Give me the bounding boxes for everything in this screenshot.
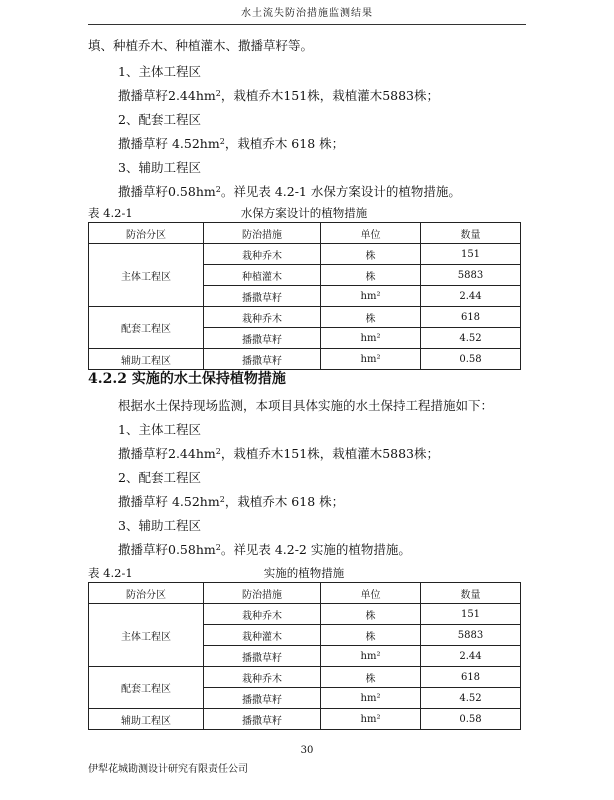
table1-header-qty: 数量 [421,223,521,244]
table-row [89,667,521,688]
impl-area-3-text: 撒播草籽$0.58hm^2$。祥见表 4.2-2 实施的植物措施。 [118,542,411,557]
table-cell: 151 [421,604,521,625]
table-cell: 2.44 [421,646,521,667]
table-cell: 株 [321,244,421,265]
header-title: 水土流失防治措施监测结果 [241,8,373,19]
table-cell: 栽种乔木 [204,667,321,688]
table2-title: 实施的植物措施 [263,566,345,580]
table1-zone-main: 主体工程区 [89,244,204,307]
table1-header-measure: 防治措施 [204,223,321,244]
table2-zone-auxiliary: 辅助工程区 [89,709,204,730]
page-number: 30 [300,745,314,756]
table-cell: 播撒草籽 [204,286,321,307]
table2-header-measure: 防治措施 [204,583,321,604]
table2 [88,582,521,730]
table2-header-qty: 数量 [421,583,521,604]
table1-header-row [89,223,521,244]
table-cell: 栽种灌木 [204,625,321,646]
table2-header-row [89,583,521,604]
impl-area-2-label: 2、配套工程区 [118,470,201,485]
table1-title: 水保方案设计的植物措施 [240,206,368,220]
impl-area-1-label: 1、主体工程区 [118,422,201,437]
table-cell: 播撒草籽 [204,328,321,349]
table-cell: hm² [321,688,421,709]
plan-area-1-text: 撒播草籽$2.44hm^2$，栽植乔木151株，栽植灌木5883株； [118,88,440,103]
table-cell: 151 [421,244,521,265]
table-cell: 618 [421,667,521,688]
table2-zone-main: 主体工程区 [89,604,204,667]
table-cell: hm² [321,349,421,370]
table2-number: 表 4.2-1 [88,566,133,580]
table-row [89,604,521,625]
page-header [88,4,526,25]
table-row [89,307,521,328]
table1-header-unit: 单位 [321,223,421,244]
table1-zone-auxiliary: 辅助工程区 [89,349,204,370]
table-cell: 株 [321,667,421,688]
table-cell: 株 [321,307,421,328]
table-cell: 5883 [421,625,521,646]
table1-header-zone: 防治分区 [89,223,204,244]
plan-area-2-label: 2、配套工程区 [118,112,201,127]
table1 [88,222,521,370]
table-cell: hm² [321,328,421,349]
plan-area-3-text: 撒播草籽$0.58hm^2$。祥见表 4.2-1 水保方案设计的植物措施。 [118,184,461,199]
table-cell: 播撒草籽 [204,709,321,730]
table-row [89,709,521,730]
plan-area-3-label: 3、辅助工程区 [118,160,201,175]
impl-intro: 根据水土保持现场监测，本项目具体实施的水土保持工程措施如下： [118,398,494,413]
table-cell: 4.52 [421,328,521,349]
table-cell: 0.58 [421,349,521,370]
table-cell: 2.44 [421,286,521,307]
table-row [89,244,521,265]
table-cell: 株 [321,604,421,625]
table-cell: hm² [321,286,421,307]
impl-area-1-text: 撒播草籽$2.44hm^2$，栽植乔木151株，栽植灌木5883株； [118,446,440,461]
table-cell: 4.52 [421,688,521,709]
table-cell: 种植灌木 [204,265,321,286]
table-row [89,349,521,370]
table-cell: hm² [321,709,421,730]
section-heading: 4.2.2 实施的水土保持植物措施 [88,371,286,387]
table-cell: 0.58 [421,709,521,730]
plan-area-1-label: 1、主体工程区 [118,64,201,79]
table1-number: 表 4.2-1 [88,206,133,220]
impl-area-2-text: 撒播草籽 $4.52hm^2$，栽植乔木 618 株； [118,494,345,509]
table2-zone-supporting: 配套工程区 [89,667,204,709]
table-cell: 5883 [421,265,521,286]
table-cell: 播撒草籽 [204,646,321,667]
table-cell: hm² [321,646,421,667]
table-cell: 栽种乔木 [204,244,321,265]
plan-area-2-text: 撒播草籽 $4.52hm^2$，栽植乔木 618 株； [118,136,345,151]
table-cell: 栽种乔木 [204,604,321,625]
table-cell: 株 [321,265,421,286]
table2-header-zone: 防治分区 [89,583,204,604]
table-cell: 播撒草籽 [204,688,321,709]
table-cell: 株 [321,625,421,646]
table-cell: 栽种乔木 [204,307,321,328]
table-cell: 618 [421,307,521,328]
table-cell: 播撒草籽 [204,349,321,370]
table1-zone-supporting: 配套工程区 [89,307,204,349]
table2-header-unit: 单位 [321,583,421,604]
impl-area-3-label: 3、辅助工程区 [118,518,201,533]
footer-company: 伊犁花城勘测设计研究有限责任公司 [88,764,248,775]
intro-line: 填、种植乔木、种植灌木、撒播草籽等。 [88,38,314,53]
